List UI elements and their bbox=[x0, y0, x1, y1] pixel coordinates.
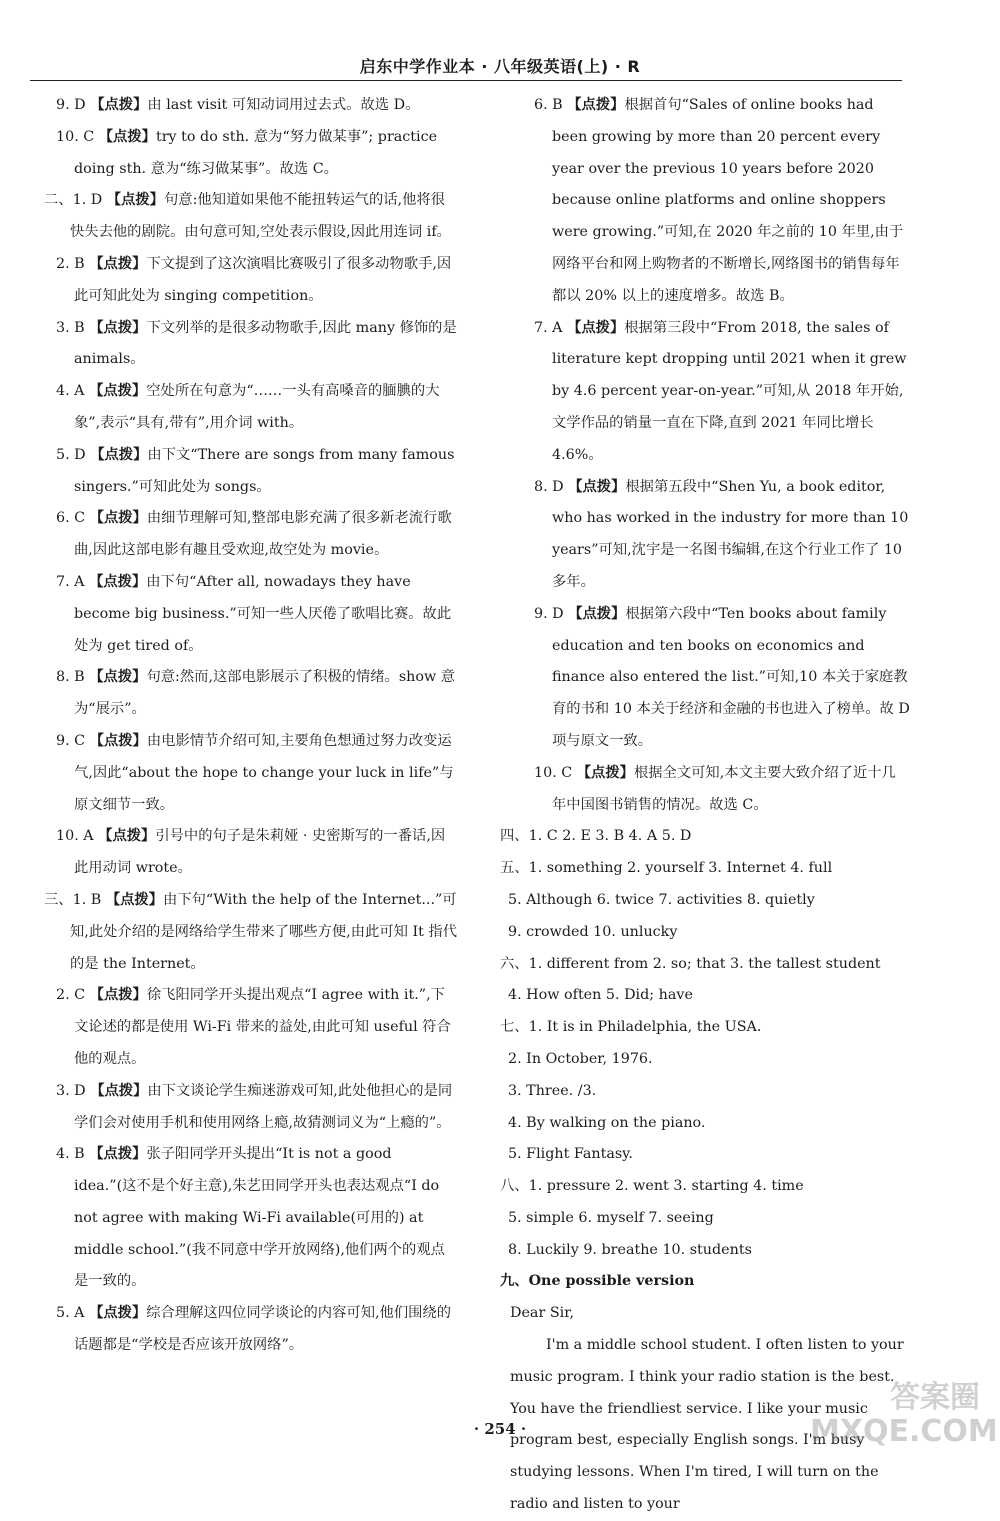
explanation-item bbox=[22, 90, 458, 122]
answer-number: 3. B bbox=[56, 319, 90, 336]
explanation-item bbox=[22, 503, 458, 567]
explanation-item bbox=[22, 821, 458, 885]
hint-tag: 【点拨】 bbox=[568, 605, 626, 622]
explanation-item bbox=[500, 758, 910, 822]
answers-section-8-line-3: 8. Luckily 9. breathe 10. students bbox=[508, 1241, 752, 1258]
answers-section-7-line-2: 2. In October, 1976. bbox=[508, 1050, 653, 1067]
hint-tag: 【点拨】 bbox=[90, 97, 148, 113]
explanation-text: 下文列举的是很多动物歌手,因此 many 修饰的是 animals。 bbox=[74, 319, 457, 368]
header-rule bbox=[30, 80, 902, 81]
explanation-item bbox=[22, 185, 458, 249]
explanation-item bbox=[22, 440, 458, 504]
explanation-text: 由下文谈论学生痴迷游戏可知,此处他担心的是同学们会对使用手机和使用网络上瘾,故猜测词义为“上瘾的”。 bbox=[74, 1082, 453, 1131]
explanation-item bbox=[22, 1298, 458, 1362]
explanation-text: 徐飞阳同学开头提出观点“I agree with it.”,下文论述的都是使用 Wi-Fi 带来的益处,由此可知 useful 符合他的观点。 bbox=[74, 987, 451, 1067]
explanation-item bbox=[22, 1076, 458, 1140]
answers-section-7-line-3: 3. Three. /3. bbox=[508, 1082, 597, 1099]
hint-tag: 【点拨】 bbox=[89, 669, 147, 686]
explanation-text: 根据全文可知,本文主要大致介绍了近十几年中国图书销售的情况。故选 C。 bbox=[552, 764, 896, 813]
explanation-item bbox=[22, 726, 458, 821]
answers-section-6-line-1: 六、1. different from 2. so; that 3. the tallest student bbox=[500, 955, 881, 972]
hint-tag: 【点拨】 bbox=[106, 192, 164, 209]
hint-tag: 【点拨】 bbox=[568, 478, 626, 495]
answer-number: 6. B bbox=[534, 97, 568, 113]
answer-number: 7. A bbox=[534, 319, 568, 336]
answers-section-9-heading: 九、One possible version bbox=[500, 1273, 695, 1290]
hint-tag: 【点拨】 bbox=[89, 732, 147, 749]
explanation-text: 由 last visit 可知动词用过去式。故选 D。 bbox=[147, 97, 420, 113]
explanation-text: 空处所在句意为“……一头有高嗓音的腼腆的大象”,表示“具有,带有”,用介词 with。 bbox=[74, 383, 440, 431]
hint-tag: 【点拨】 bbox=[89, 255, 147, 272]
explanation-item bbox=[500, 599, 910, 758]
hint-tag: 【点拨】 bbox=[567, 97, 625, 113]
hint-tag: 【点拨】 bbox=[98, 128, 156, 145]
explanation-item bbox=[500, 90, 910, 313]
answers-section-7-line-1: 七、1. It is in Philadelphia, the USA. bbox=[500, 1019, 762, 1036]
explanation-item bbox=[500, 472, 910, 599]
hint-tag: 【点拨】 bbox=[90, 1082, 148, 1099]
hint-tag: 【点拨】 bbox=[567, 319, 625, 336]
answers-section-8-line-2: 5. simple 6. myself 7. seeing bbox=[508, 1209, 714, 1226]
right-column bbox=[500, 90, 910, 1521]
answers-section-7-line-4: 4. By walking on the piano. bbox=[508, 1114, 706, 1131]
explanation-item bbox=[22, 662, 458, 726]
answers-section-8-line-1: 八、1. pressure 2. went 3. starting 4. time bbox=[500, 1178, 804, 1195]
hint-tag: 【点拨】 bbox=[89, 573, 147, 590]
explanation-item bbox=[22, 249, 458, 313]
hint-tag: 【点拨】 bbox=[89, 1146, 147, 1163]
answers-section-7-line-5: 5. Flight Fantasy. bbox=[508, 1146, 633, 1163]
explanation-item bbox=[22, 885, 458, 980]
answers-section-5-line-1: 五、1. something 2. yourself 3. Internet 4. full bbox=[500, 860, 833, 877]
hint-tag: 【点拨】 bbox=[89, 383, 147, 400]
explanation-text: 张子阳同学开头提出“It is not a good idea.”(这不是个好主意),朱艺田同学开头也表达观点“I do not agree with making Wi-Fi available(可用的) at middle school.”(我不同意中学开放网络),他们两个的观点是一致的。 bbox=[74, 1146, 445, 1290]
explanation-text: 由细节理解可知,整部电影充满了很多新老流行歌曲,因此这部电影有趣且受欢迎,故空处为 movie。 bbox=[74, 510, 452, 559]
answer-number: 5. D bbox=[56, 446, 91, 463]
explanation-item bbox=[22, 980, 458, 1075]
explanation-text: 根据第五段中“Shen Yu, a book editor, who has worked in the industry for more than 10 years”可知,沈宇是一名图书编辑,在这个行业工作了 10 多年。 bbox=[552, 478, 909, 590]
hint-tag: 【点拨】 bbox=[89, 1305, 147, 1322]
explanation-text: 综合理解这四位同学谈论的内容可知,他们围绕的话题都是“学校是否应该开放网络”。 bbox=[74, 1305, 452, 1354]
answer-number: 6. C bbox=[56, 510, 90, 527]
explanation-item bbox=[22, 376, 458, 440]
hint-tag: 【点拨】 bbox=[89, 510, 147, 527]
answer-number: 10. C bbox=[56, 128, 99, 145]
answer-number: 10. A bbox=[56, 828, 99, 845]
explanation-text: 句意:然而,这部电影展示了积极的情绪。show 意为“展示”。 bbox=[74, 669, 456, 718]
answer-number: 9. D bbox=[534, 605, 569, 622]
explanation-text: 下文提到了这次演唱比赛吸引了很多动物歌手,因此可知此处为 singing competition。 bbox=[74, 255, 452, 304]
explanation-text: 由电影情节介绍可知,主要角色想通过努力改变运气,因此“about the hope to change your luck in life”与原文细节一致。 bbox=[74, 732, 454, 813]
answer-number: 9. C bbox=[56, 732, 90, 749]
answers-section-5-line-3: 9. crowded 10. unlucky bbox=[508, 923, 678, 940]
answer-number: 2. B bbox=[56, 255, 90, 272]
explanation-text: 根据首句“Sales of online books had been growing by more than 20 percent every year over the previous 10 years before 2020 because online platforms and online shoppers were growing.”可知,在 2020 年之前的 10 年里,由于网络平台和网上购物者的不断增长,网络图书的销售每年都以 20% 以上的速度增多。故选 B。 bbox=[552, 97, 904, 304]
explanation-text: 根据第六段中“Ten books about family education and ten books on economics and finance also entered the list.”可知,10 本关于家庭教育的书和 10 本关于经济和金融的书也进入了榜单。故 D 项与原文一致。 bbox=[552, 605, 910, 749]
hint-tag: 【点拨】 bbox=[105, 891, 164, 908]
hint-tag: 【点拨】 bbox=[98, 828, 156, 845]
hint-tag: 【点拨】 bbox=[576, 764, 634, 781]
explanation-item bbox=[500, 313, 910, 472]
answers-section-4: 四、1. C 2. E 3. B 4. A 5. D bbox=[500, 828, 692, 845]
watermark-logo: 答案圈 MXQE.COM bbox=[810, 1380, 998, 1449]
hint-tag: 【点拨】 bbox=[89, 987, 147, 1004]
explanation-text: 由下文“There are songs from many famous singers.”可知此处为 songs。 bbox=[74, 446, 455, 495]
answers-section-5-line-2: 5. Although 6. twice 7. activities 8. quietly bbox=[508, 891, 815, 908]
hint-tag: 【点拨】 bbox=[90, 446, 148, 463]
answer-number: 8. D bbox=[534, 478, 569, 495]
answer-number: 9. D bbox=[56, 97, 91, 113]
hint-tag: 【点拨】 bbox=[89, 319, 147, 336]
explanation-item bbox=[22, 567, 458, 662]
explanation-text: 根据第三段中“From 2018, the sales of literature kept dropping until 2021 when it grew by 4.6 percent year-on-year.”可知,从 2018 年开始,文学作品的销量一直在下降,直到 2021 年同比增长 4.6%。 bbox=[552, 319, 907, 463]
letter-greeting: Dear Sir, bbox=[510, 1305, 575, 1322]
explanation-text: 引号中的句子是朱莉娅 · 史密斯写的一番话,因此用动词 wrote。 bbox=[74, 828, 446, 877]
answer-number: 4. A bbox=[56, 383, 90, 400]
answer-number: 2. C bbox=[56, 987, 90, 1004]
explanation-item bbox=[22, 313, 458, 377]
page-number: · 254 · bbox=[473, 1420, 527, 1438]
answer-number: 8. B bbox=[56, 669, 90, 686]
answer-number: 5. A bbox=[56, 1305, 90, 1322]
explanation-item bbox=[22, 1139, 458, 1298]
right-explanations bbox=[500, 90, 910, 821]
explanation-text: try to do sth. 意为“努力做某事”; practice doing sth. 意为“练习做某事”。故选 C。 bbox=[74, 128, 438, 177]
answer-number: 三、1. B bbox=[44, 891, 106, 908]
left-column bbox=[22, 90, 458, 1362]
answer-number: 4. B bbox=[56, 1146, 90, 1163]
explanation-text: 由下句“After all, nowadays they have become big business.”可知一些人厌倦了歌唱比赛。故此处为 get tired of。 bbox=[74, 573, 452, 654]
answers-section-6-line-2: 4. How often 5. Did; have bbox=[508, 987, 693, 1004]
answer-number: 3. D bbox=[56, 1082, 91, 1099]
answer-number: 7. A bbox=[56, 573, 90, 590]
letter-body: I'm a middle school student. I often listen to your music program. I think your radio station is the best. You have the friendliest service. I like your music program best, especially English songs. I'm busy studying lessons. When I'm tired, I will turn on the radio and listen to your bbox=[510, 1337, 904, 1513]
explanation-text: 由下句“With the help of the Internet...”可知,此处介绍的是网络给学生带来了哪些方便,由此可知 It 指代的是 the Internet。 bbox=[70, 891, 457, 972]
answer-number: 二、1. D bbox=[44, 192, 107, 209]
explanation-text: 句意:他知道如果他不能扭转运气的话,他将很快失去他的剧院。由句意可知,空处表示假设,因此用连词 if。 bbox=[70, 192, 451, 241]
answer-number: 10. C bbox=[534, 764, 577, 781]
explanation-item bbox=[22, 122, 458, 186]
page-header: 启东中学作业本 · 八年级英语(上) · R bbox=[359, 57, 641, 76]
